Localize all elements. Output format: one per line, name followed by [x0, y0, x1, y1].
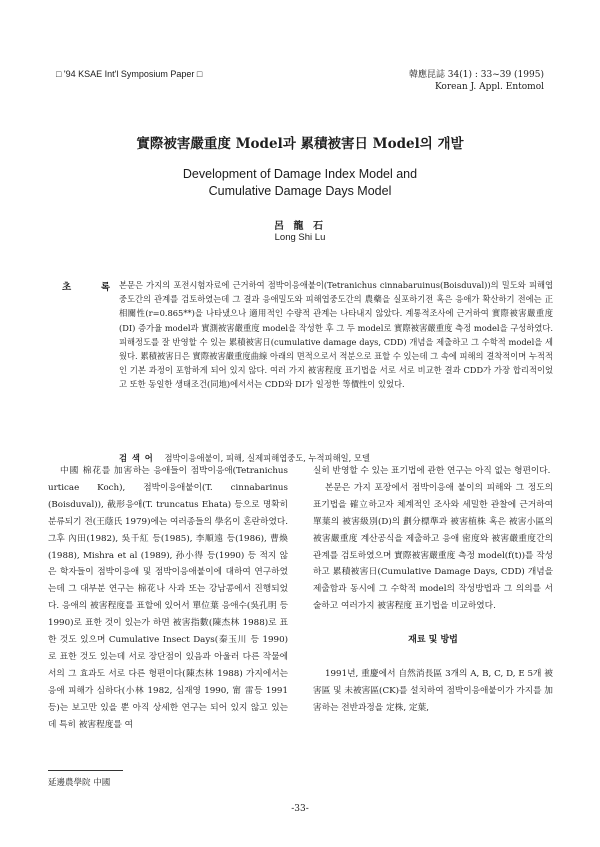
abstract-text: 본문은 가지의 포전시험자료에 근거하여 점박이응애붙이(Tetranichus cinnabaruinus(Boisduval))의 밀도와 피해엽중도간의 관계를 검토하였는데 그 결과 응애밀도와 피해엽중도간의 農藥을 실포하기전 혹은 응애가 확산하기 전에는 正相關性(r=0.865**)을 나타냈으나 適用적인 수량적 관계는 나타내지 않았다. 계통적조사에 근거하여 實際被害嚴重度(DI) 증가율 model과 實測被害嚴重度 model을 작성한 후 그 두 model로 實際被害嚴重度 측정 model을 구성하였다. 피해정도를 잘 반영할 수 있는 累積被害日(cumulative damage days, CDD) 개념을 제출하고 그 수학적 model을 세웠다. 累積被害日은 實際被害嚴重度曲線 아래의 면적으로서 적분으로 표할 수 있는데 그 속에 피해의 결착적이며 누적적인 기본 과정이 포함하게 되어 있지 않다. 여러 가지 被害程度 표기법을 서로 서로 비교한 결과 CDD가 가장 합리적이었고 또한 동일한 생태조건(同地)에서서는 CDD와 DI가 일정한 等價性이 있었다. [119, 280, 553, 390]
section-heading-methods: 재료 및 방법 [408, 635, 458, 646]
journal-citation-line1: 韓應昆誌 34(1) : 33~39 (1995) [408, 70, 544, 80]
right-paragraph-intro: 본문은 가지 포장에서 점박이응애 붙이의 피해와 그 정도의 표기법을 確立하고자 체계적인 조사와 세밀한 관찰에 근거하여 單葉의 被害級別(D)의 劃分標準과 被害植株 혹은 被害小區의 被害嚴重度 계산공식을 제출하고 응애 密度와 被害嚴重度간의 관계를 검토하였으며 實際被害嚴重度 측정 model(f(t))를 작성하고 累積被害日(Cumulative Damage Days, CDD) 개념을 제출함과 동시에 그 수학적 model의 작성방법과 그 의의를 서술하고 여러가지 被害程度 표기법을 비교하였다. [313, 482, 553, 612]
keywords-label: 검 색 어 [119, 453, 154, 463]
author-korean: 呂 龍 石 [274, 221, 326, 232]
footnote-affiliation: 延邊農學院 中國 [48, 778, 111, 788]
body-left-column: 中國 棉花를 加害하는 응애들이 점박이응애(Tetranichus urticae Koch), 점박이응애붙이(T. cinnabarinus (Boisduval)), 截形응애(T. truncatus Ehata) 등으로 명확히 분류되기 전(王蔭氏 1979)에는 여러종들의 學名이 혼란하였다. 그후 內田(1982), 吳千紅 등(1985), 李順遠 등(1986), 曹煥(1988), Mishra et al (1989), 孙小得 등(1990) 등 적지 않은 학자들이 점박이응애 및 점박이응애붙이에 대하여 연구하였는데 그 대부분 연구는 棉花나 사과 또는 강남콩에서 진행되었다. 응애의 被害程度를 표할에 있어서 單位葉 응애수(吳孔明 등 1990)로 표한 것이 있는가 하면 被害指數(陳杰林 1988)로 표한 것도 있으며 Cumulative Insect Days(秦玉川 등 1990)로 표한 것도 있는데 서로 장단점이 있음과 아울러 다른 작물에서의 그 효과도 서로 다른 형편이다(陳杰林 1988) 가지에서는 응애 피해가 심하다(小林 1982, 심재영 1990, 甯 雷등 1991 등)는 보고만 있을 뿐 아직 상세한 연구는 되어 있지 않고 있는데 특히 被害程度를 여 [48, 466, 288, 730]
abstract-label-part2: 록 [100, 282, 110, 293]
conference-label: □ '94 KSAE Int'l Symposium Paper □ [56, 69, 203, 79]
footnote-divider [48, 770, 123, 771]
abstract-label [62, 279, 110, 293]
journal-citation-line2: Korean J. Appl. Entomol [434, 82, 544, 92]
title-english-line2: Cumulative Damage Days Model [208, 184, 392, 198]
title-english-line1: Development of Damage Index Model and [182, 167, 418, 181]
journal-citation [409, 69, 544, 93]
keywords-text: 점박이응애붙이, 피해, 실제피해엽중도, 누적피해일, 모델 [164, 453, 370, 463]
title-korean: 實際被害嚴重度 Model과 累積被害日 Model의 개발 [136, 136, 464, 152]
right-paragraph-methods: 1991년, 重慶에서 自然消長區 3개의 A, B, C, D, E 5개 被害區 및 未被害區(CK)를 설치하여 점박이응애붙이가 가지를 加害하는 전반과정을 定株, 定葉, [313, 669, 553, 713]
abstract-label-part1: 초 [62, 282, 72, 293]
body-right-column [313, 463, 553, 717]
page-number: -33- [291, 804, 309, 814]
right-paragraph-continued: 실히 반영할 수 있는 표기법에 관한 연구는 아직 없는 형편이다. [313, 466, 551, 476]
author-english: Long Shi Lu [274, 232, 326, 243]
title-english [0, 166, 600, 200]
